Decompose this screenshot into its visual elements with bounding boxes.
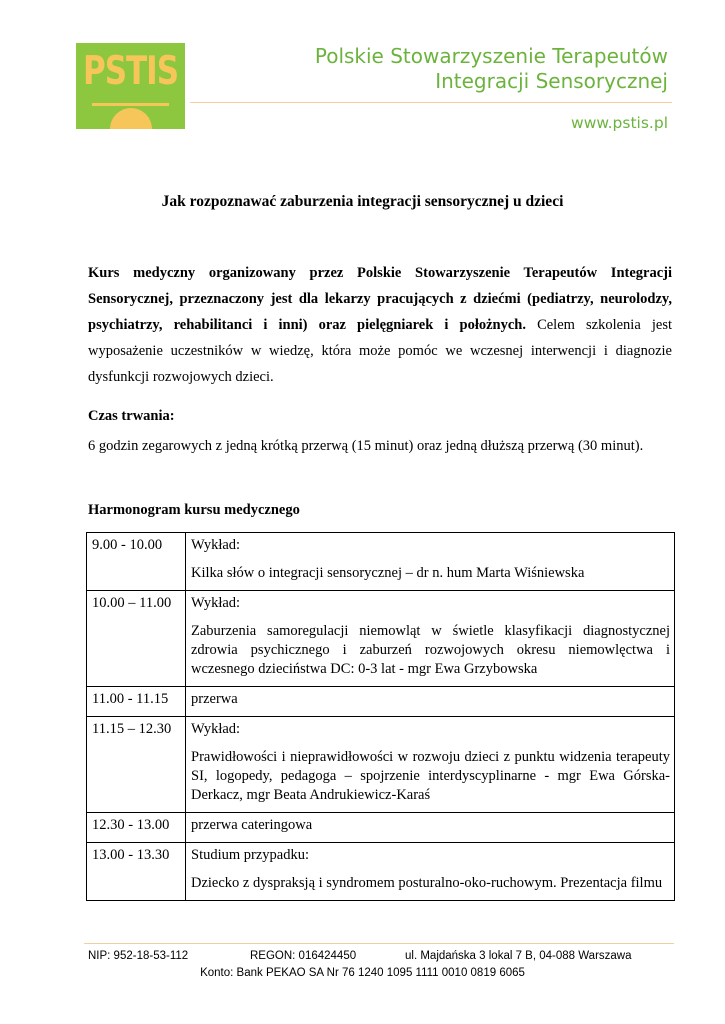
org-name-line1: Polskie Stowarzyszenie Terapeutów — [314, 44, 668, 68]
schedule-text: Zaburzenia samoregulacji niemowląt w świetle klasyfikacji diagnostycznej zdrowia psychicznego i zaburzeń rozwojowych okresu niemowlęctwa i wczesnego dzieciństwa DC: 0-3 lat - mgr Ewa Grzybowska — [191, 623, 670, 677]
schedule-time: 12.30 - 13.00 — [87, 813, 186, 843]
duration-label: Czas trwania: — [88, 408, 175, 424]
pstis-logo — [76, 43, 185, 129]
schedule-text: Prawidłowości i nieprawidłowości w rozwoju dzieci z punktu widzenia terapeuty SI, logopedy, pedagoga – spojrzenie interdyscyplinarne - mgr Ewa Górska-Derkacz, mgr Beata Andrukiewicz-Karaś — [191, 749, 670, 803]
schedule-time: 11.00 - 11.15 — [87, 687, 186, 717]
schedule-label: Wykład: — [191, 595, 241, 611]
org-name-line2: Integracji Sensorycznej — [435, 69, 668, 93]
schedule-description — [186, 843, 675, 901]
footer-regon: REGON: 016424450 — [250, 950, 357, 962]
intro-paragraph — [88, 260, 672, 390]
schedule-row — [87, 533, 675, 591]
intro-bold-text: Kurs medyczny organizowany przez Polskie Stowarzyszenie Terapeutów Integracji Sensorycznej, przeznaczony jest dla lekarzy pracujących z dziećmi (pediatrzy, neurolodzy, psychiatrzy, rehabilitanci i inni) oraz pielęgniarek i położnych. — [88, 265, 672, 333]
schedule-text: Kilka słów o integracji sensorycznej – dr n. hum Marta Wiśniewska — [191, 565, 585, 581]
schedule-row — [87, 591, 675, 687]
schedule-label: Studium przypadku: — [191, 847, 310, 863]
schedule-row — [87, 717, 675, 813]
footer-bank-account: Konto: Bank PEKAO SA Nr 76 1240 1095 1111 0010 0819 6065 — [200, 967, 525, 979]
schedule-description — [186, 687, 675, 717]
schedule-description — [186, 591, 675, 687]
schedule-heading: Harmonogram kursu medycznego — [88, 502, 300, 518]
schedule-label: przerwa cateringowa — [191, 817, 313, 833]
logo-sun-icon — [110, 108, 152, 129]
schedule-time: 10.00 – 11.00 — [87, 591, 186, 687]
schedule-description — [186, 533, 675, 591]
schedule-time: 11.15 – 12.30 — [87, 717, 186, 813]
schedule-label: Wykład: — [191, 721, 241, 737]
organization-name — [315, 44, 668, 94]
schedule-label: Wykład: — [191, 537, 241, 553]
document-title: Jak rozpoznawać zaburzenia integracji sensorycznej u dzieci — [161, 193, 564, 210]
schedule-time: 9.00 - 10.00 — [87, 533, 186, 591]
header-divider — [190, 102, 672, 103]
schedule-table — [86, 532, 675, 901]
website-link[interactable]: www.pstis.pl — [571, 114, 668, 132]
schedule-row — [87, 687, 675, 717]
footer-divider — [84, 943, 674, 944]
logo-text: PSTIS — [82, 49, 179, 94]
schedule-text: Dziecko z dyspraksją i syndromem posturalno-oko-ruchowym. Prezentacja filmu — [191, 875, 663, 891]
logo-line — [92, 103, 169, 106]
duration-text: 6 godzin zegarowych z jedną krótką przerwą (15 minut) oraz jedną dłuższą przerwą (30 minut). — [88, 438, 644, 454]
schedule-row — [87, 813, 675, 843]
footer-address: ul. Majdańska 3 lokal 7 B, 04-088 Warszawa — [405, 950, 632, 962]
schedule-description — [186, 813, 675, 843]
schedule-row — [87, 843, 675, 901]
intro-rest-text: Celem szkolenia jest wyposażenie uczestników w wiedzę, która może pomóc we wczesnej interwencji i diagnozie dysfunkcji rozwojowych dzieci. — [88, 317, 672, 385]
schedule-description — [186, 717, 675, 813]
schedule-time: 13.00 - 13.30 — [87, 843, 186, 901]
footer-nip: NIP: 952-18-53-112 — [88, 950, 189, 962]
schedule-label: przerwa — [191, 691, 238, 707]
